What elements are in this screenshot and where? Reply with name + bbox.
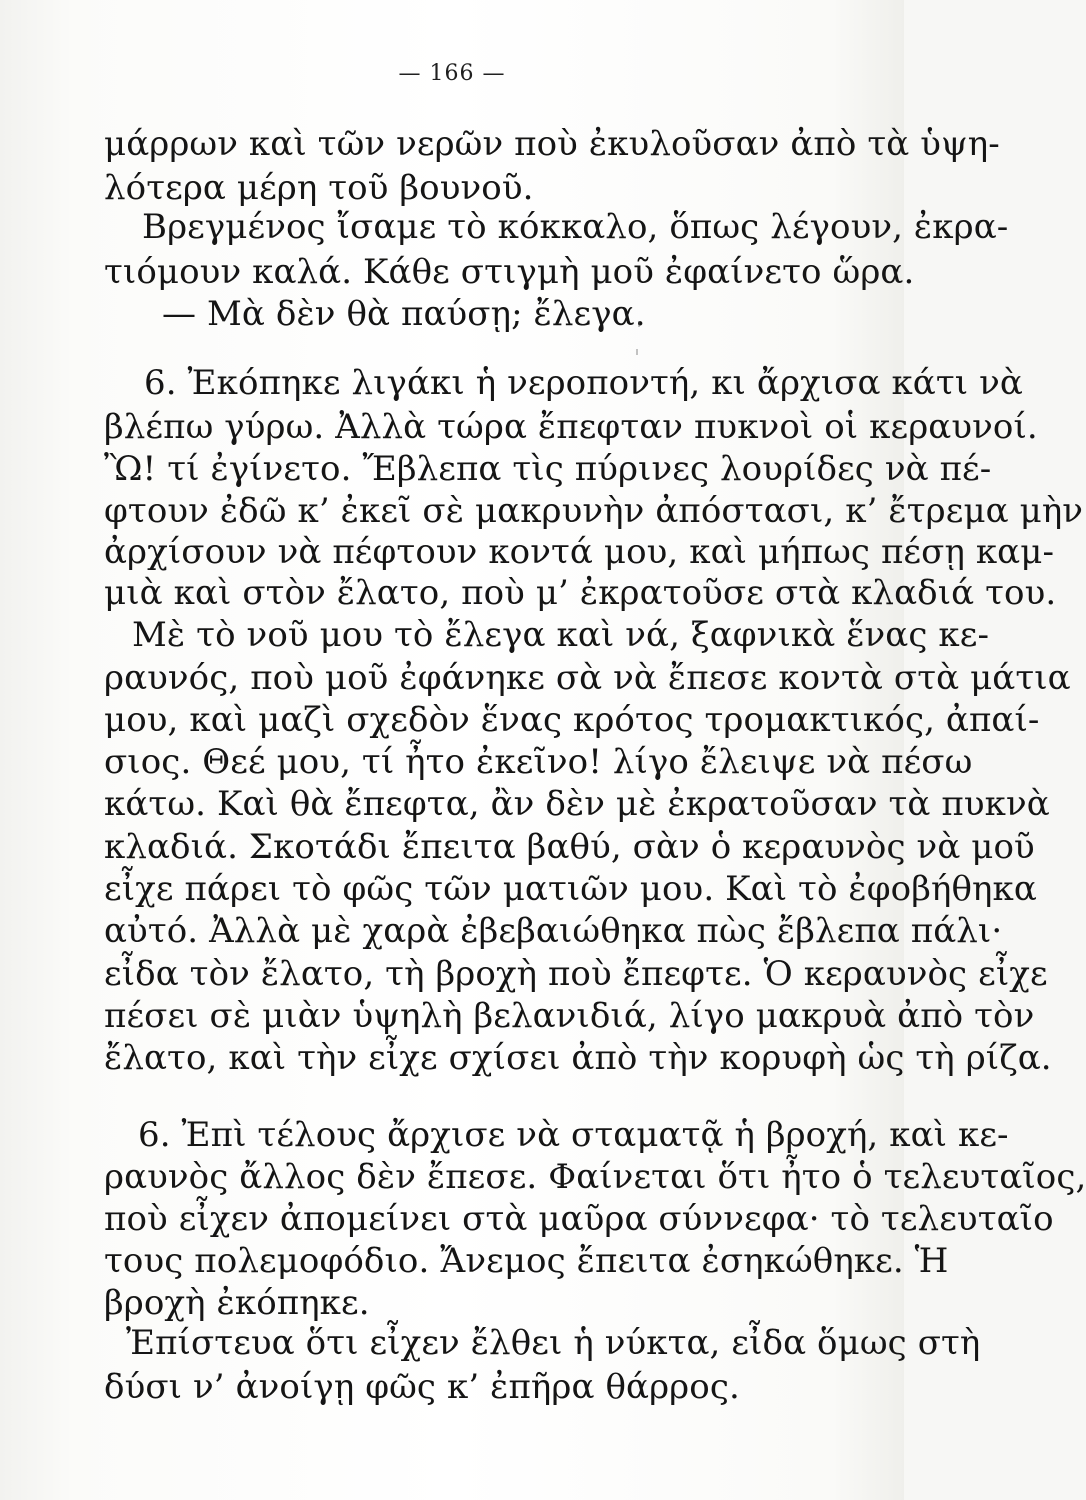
paragraph-5-line-1: Μὲ τὸ νοῦ μου τὸ ἔλεγα καὶ νά, ξαφνικὰ ἕνας κε- — [132, 615, 990, 655]
paragraph-5-line-8: αὐτό. Ἀλλὰ μὲ χαρὰ ἐβεβαιώθηκα πὼς ἔβλεπα πάλι· — [104, 911, 1003, 951]
section-6-first-line-5: ἀρχίσουν νὰ πέφτουν κοντά μου, καὶ μήπως πέσῃ καμ- — [104, 532, 1055, 572]
paragraph-5-line-3: μου, καὶ μαζὶ σχεδὸν ἕνας κρότος τρομακτικός, ἀπαί- — [104, 700, 1040, 740]
paper-speck — [638, 321, 640, 327]
paragraph-5-line-4: σιος. Θεέ μου, τί ἦτο ἐκεῖνο! λίγο ἔλειψε νὰ πέσω — [104, 742, 973, 782]
section-6-second-line-4: τους πολεμοφόδιο. Ἄνεμος ἔπειτα ἐσηκώθηκε. Ἡ — [104, 1241, 949, 1281]
section-6-first-line-6: μιὰ καὶ στὸν ἔλατο, ποὺ μ’ ἐκρατοῦσε στὰ κλαδιά του. — [104, 573, 1057, 613]
final-paragraph-line-1: Ἐπίστευα ὅτι εἶχεν ἔλθει ἡ νύκτα, εἶδα ὅμως στὴ — [126, 1323, 981, 1363]
section-6-second-line-5: βροχὴ ἐκόπηκε. — [104, 1283, 370, 1323]
section-6-second-line-3: ποὺ εἶχεν ἀπομείνει στὰ μαῦρα σύννεφα· τὸ τελευταῖο — [104, 1199, 1054, 1239]
paragraph-5-line-10: πέσει σὲ μιὰν ὑψηλὴ βελανιδιά, λίγο μακρυὰ ἀπὸ τὸν — [104, 996, 1035, 1036]
final-paragraph-line-2: δύσι ν’ ἀνοίγῃ φῶς κ’ ἐπῆρα θάρρος. — [104, 1367, 740, 1407]
section-6-first-line-3: Ὢ! τί ἐγίνετο. Ἔβλεπα τὶς πύρινες λουρίδες νὰ πέ- — [104, 449, 992, 489]
section-6-first-line-2: βλέπω γύρω. Ἀλλὰ τώρα ἔπεφταν πυκνοὶ οἱ κεραυνοί. — [104, 407, 1038, 447]
paragraph-5-line-7: εἶχε πάρει τὸ φῶς τῶν ματιῶν μου. Καὶ τὸ ἐφοβήθηκα — [104, 869, 1037, 909]
section-6-first-line-1: 6. Ἐκόπηκε λιγάκι ἡ νεροποντή, κι ἄρχισα κάτι νὰ — [144, 363, 1023, 403]
paper-speck — [636, 349, 638, 355]
section-6-second-line-2: ραυνὸς ἄλλος δὲν ἔπεσε. Φαίνεται ὅτι ἦτο ὁ τελευταῖος, — [104, 1157, 1086, 1197]
paragraph-1-line-2: λότερα μέρη τοῦ βουνοῦ. — [104, 168, 534, 208]
paragraph-2-line-1: Βρεγμένος ἴσαμε τὸ κόκκαλο, ὅπως λέγουν, ἐκρα- — [142, 207, 1009, 247]
section-6-second-line-1: 6. Ἐπὶ τέλους ἄρχισε νὰ σταματᾷ ἡ βροχή, καὶ κε- — [138, 1115, 1009, 1155]
page-number: — 166 — — [398, 61, 506, 86]
paragraph-5-line-5: κάτω. Καὶ θὰ ἔπεφτα, ἂν δὲν μὲ ἐκρατοῦσαν τὰ πυκνὰ — [104, 784, 1050, 824]
paragraph-1-line-1: μάρρων καὶ τῶν νερῶν ποὺ ἐκυλοῦσαν ἀπὸ τὰ ὑψη- — [104, 124, 1000, 164]
paragraph-5-line-6: κλαδιά. Σκοτάδι ἔπειτα βαθύ, σὰν ὁ κεραυνὸς νὰ μοῦ — [104, 827, 1035, 867]
paragraph-5-line-2: ραυνός, ποὺ μοῦ ἐφάνηκε σὰ νὰ ἔπεσε κοντὰ στὰ μάτια — [104, 658, 1071, 698]
section-6-first-line-4: φτουν ἐδῶ κ’ ἐκεῖ σὲ μακρυνὴν ἀπόστασι, κ’ ἔτρεμα μὴν — [104, 491, 1084, 531]
paragraph-5-line-11: ἔλατο, καὶ τὴν εἶχε σχίσει ἀπὸ τὴν κορυφὴ ὡς τὴ ρίζα. — [104, 1038, 1052, 1078]
paragraph-5-line-9: εἶδα τὸν ἔλατο, τὴ βροχὴ ποὺ ἔπεφτε. Ὁ κεραυνὸς εἶχε — [104, 954, 1048, 994]
paragraph-2-line-2: τιόμουν καλά. Κάθε στιγμὴ μοῦ ἐφαίνετο ὥρα. — [104, 252, 915, 292]
paragraph-3-line-1: — Μὰ δὲν θὰ παύσῃ; ἔλεγα. — [162, 294, 646, 334]
